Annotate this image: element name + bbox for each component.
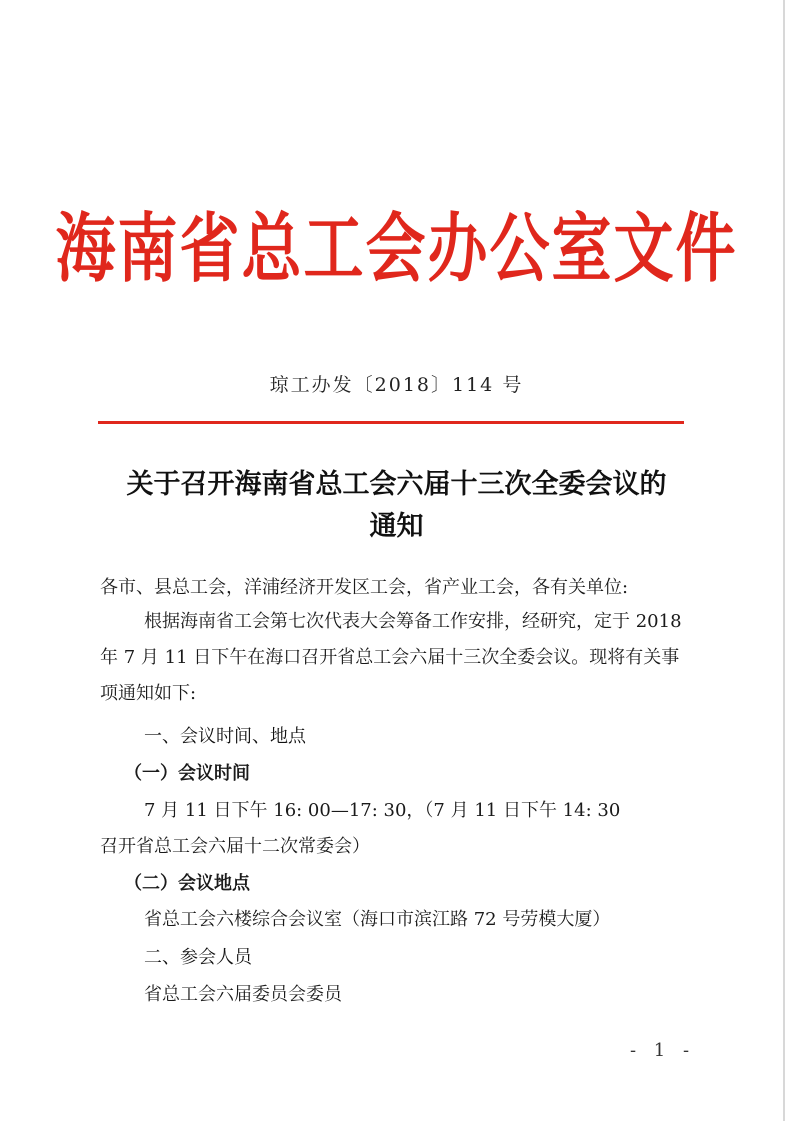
page-number: - 1 - (630, 1040, 696, 1061)
meeting-place-text: 省总工会六楼综合会议室（海口市滨江路 72 号劳模大厦） (144, 909, 611, 930)
attendees-text: 省总工会六届委员会委员 (144, 984, 342, 1005)
salutation: 各市、县总工会，洋浦经济开发区工会，省产业工会，各有关单位: (100, 577, 629, 598)
notice-title-line2: 通知 (369, 511, 424, 542)
section-heading-attendees: 二、参会人员 (144, 947, 252, 968)
paragraph-intro-text: 根据海南省工会第七次代表大会筹备工作安排，经研究，定于 2018 年 7 月 11 日下午在海口召开省总工会六届十三次全委会议。现将有关事项通知如下: (100, 611, 682, 704)
notice-title-line1: 关于召开海南省总工会六届十三次全委会议的 (126, 469, 667, 500)
meeting-time-text: 7 月 11 日下午 16: 00—17: 30，（7 月 11 日下午 14: 30 (144, 800, 621, 821)
section-heading-time-place: 一、会议时间、地点 (144, 726, 306, 747)
meeting-time-text-cont: 召开省总工会六届十二次常委会） (100, 836, 370, 857)
document-number: 琼工办发〔2018〕114 号 (269, 374, 524, 396)
red-divider-line (98, 421, 684, 424)
document-header-title: 海南省总工会办公室文件 (55, 205, 738, 294)
page-edge-line (783, 0, 785, 1121)
paragraph-intro (100, 604, 690, 712)
subheading-meeting-time: （一）会议时间 (124, 763, 250, 784)
subheading-meeting-place: （二）会议地点 (124, 873, 250, 894)
notice-title (60, 464, 733, 548)
